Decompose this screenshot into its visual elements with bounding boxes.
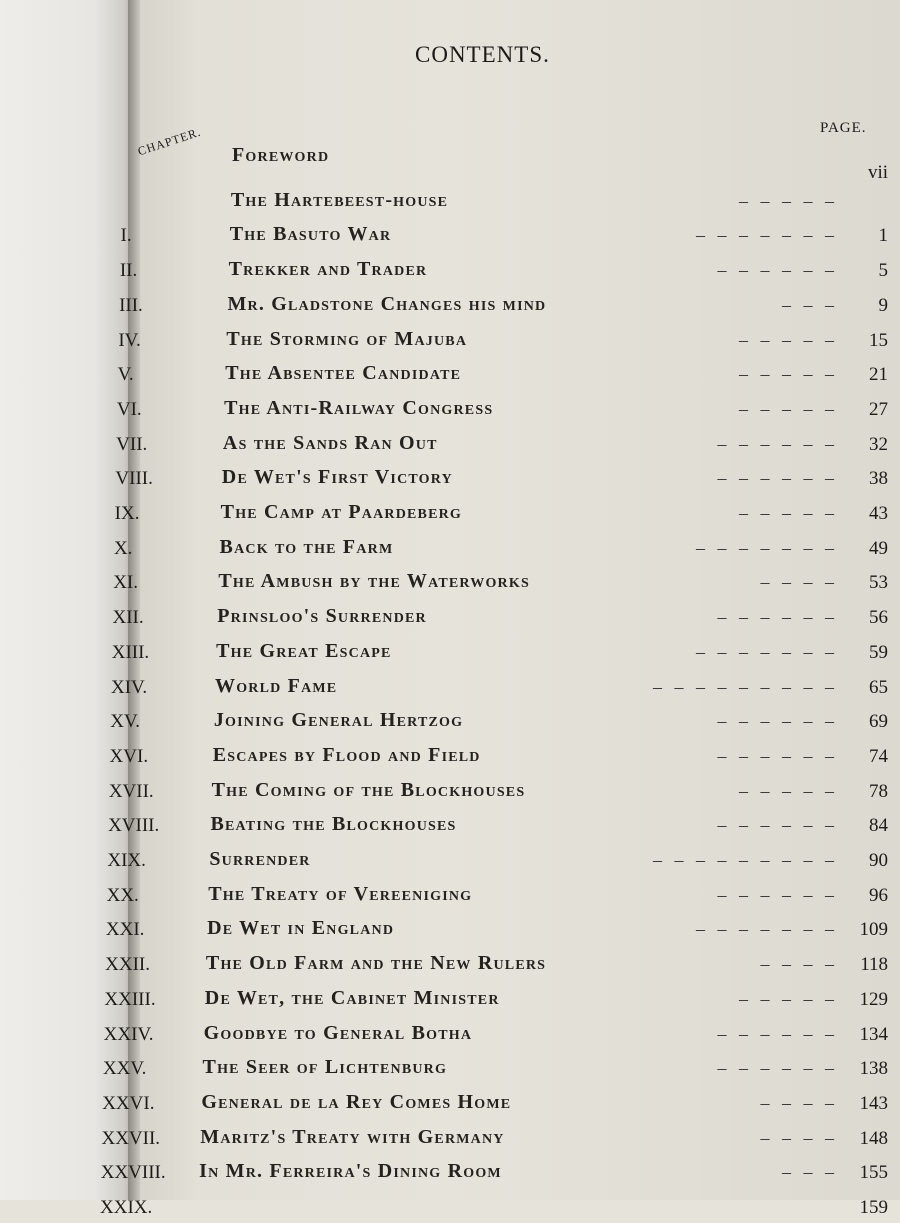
page-number: 21 bbox=[869, 364, 888, 386]
leader-dashes: – – – – – – bbox=[717, 260, 838, 281]
toc-row bbox=[115, 464, 900, 494]
page-number: 38 bbox=[869, 468, 888, 490]
chapter-number: XXIV. bbox=[103, 1023, 154, 1045]
leader-dashes: – – – – – – bbox=[717, 607, 838, 628]
page-number: 109 bbox=[859, 919, 888, 941]
page-number: 59 bbox=[869, 641, 888, 663]
toc-row bbox=[102, 1054, 900, 1084]
leader-dashes: – – – – – – bbox=[717, 1058, 838, 1079]
chapter-number: XV. bbox=[110, 711, 141, 733]
chapter-column-header: CHAPTER. bbox=[136, 124, 203, 159]
chapter-number: XIX. bbox=[107, 850, 146, 871]
toc-row bbox=[140, 144, 900, 183]
chapter-title: Maritz's Treaty with Germany bbox=[200, 1125, 505, 1148]
chapter-title: The Coming of the Blockhouses bbox=[211, 778, 526, 801]
leader-dashes: – – – – – – bbox=[717, 745, 838, 766]
page-number: 5 bbox=[878, 260, 888, 282]
chapter-number: XXVII. bbox=[101, 1127, 161, 1149]
leader-dashes: – – – – – bbox=[739, 780, 838, 801]
chapter-number: IV. bbox=[118, 329, 141, 351]
leader-dashes: – – – – bbox=[760, 1092, 838, 1113]
chapter-title: The Great Escape bbox=[216, 639, 392, 662]
leader-dashes: – – – – – bbox=[739, 364, 838, 385]
leader-dashes: – – – – – bbox=[739, 503, 838, 523]
page-number: 118 bbox=[860, 954, 888, 976]
page-number: 143 bbox=[859, 1092, 888, 1114]
toc-row bbox=[108, 777, 900, 807]
chapter-number: VIII. bbox=[115, 468, 153, 490]
leader-dashes: – – – – – – – – – bbox=[653, 850, 838, 870]
page-number: 134 bbox=[859, 1023, 888, 1045]
toc-row bbox=[100, 1193, 900, 1223]
chapter-number: XXVIII. bbox=[100, 1162, 166, 1184]
chapter-title: The Basuto War bbox=[229, 223, 392, 246]
chapter-title: The Storming of Majuba bbox=[226, 327, 468, 350]
toc-row bbox=[116, 395, 900, 425]
chapter-number: XXI. bbox=[105, 919, 145, 941]
chapter-title: Surrender bbox=[209, 848, 311, 870]
toc-row bbox=[110, 707, 900, 737]
facing-blank-page bbox=[0, 0, 138, 1200]
chapter-title: The Old Farm and the New Rulers bbox=[205, 952, 547, 975]
toc-row bbox=[105, 950, 900, 980]
chapter-title: World Fame bbox=[215, 674, 338, 697]
chapter-number: XXIX. bbox=[100, 1197, 153, 1218]
chapter-number: V. bbox=[117, 364, 134, 386]
page-number: vii bbox=[867, 162, 888, 183]
chapter-number: XVII. bbox=[108, 780, 154, 802]
page-number: 78 bbox=[869, 780, 888, 802]
leader-dashes: – – – – – – – – – bbox=[653, 676, 838, 697]
page-number: 27 bbox=[869, 398, 888, 420]
chapter-title: In Mr. Ferreira's Dining Room bbox=[199, 1160, 502, 1183]
toc-row bbox=[111, 673, 900, 703]
chapter-title: Foreword bbox=[232, 144, 330, 166]
page-number: 84 bbox=[869, 815, 888, 837]
chapter-number: XXIII. bbox=[104, 988, 156, 1010]
page-number: 74 bbox=[869, 745, 888, 767]
page-number: 32 bbox=[869, 433, 888, 455]
leader-dashes: – – – – bbox=[760, 954, 838, 975]
toc-row bbox=[114, 499, 900, 529]
toc-row bbox=[118, 326, 900, 356]
leader-dashes: – – – – – – bbox=[717, 1023, 838, 1044]
leader-dashes: – – – – – – – bbox=[696, 919, 838, 940]
chapter-title: Back to the Farm bbox=[219, 535, 394, 558]
chapter-number: XX. bbox=[106, 884, 139, 906]
toc-row bbox=[105, 915, 900, 945]
chapter-title: The Camp at Paardeberg bbox=[220, 501, 463, 523]
page-number: 65 bbox=[869, 676, 888, 698]
leader-dashes: – – – – – – bbox=[717, 433, 838, 454]
leader-dashes: – – – – – bbox=[739, 398, 838, 419]
toc-row bbox=[120, 221, 900, 251]
chapter-number: II. bbox=[119, 260, 138, 282]
toc-row bbox=[112, 603, 900, 633]
chapter-number: XVI. bbox=[109, 745, 149, 767]
chapter-title: Prinsloo's Surrender bbox=[217, 605, 427, 628]
toc-row bbox=[100, 1158, 900, 1188]
leader-dashes: – – – – – – bbox=[717, 711, 838, 732]
chapter-title: The Ambush by the Waterworks bbox=[218, 570, 530, 593]
chapter-title: The Seer of Lichtenburg bbox=[202, 1056, 448, 1079]
toc-row bbox=[106, 881, 900, 911]
chapter-number: XIII. bbox=[111, 641, 150, 663]
chapter-title: Goodbye to General Botha bbox=[203, 1021, 473, 1044]
chapter-title: As the Sands Ran Out bbox=[222, 431, 438, 454]
leader-dashes: – – – – – – bbox=[717, 468, 838, 489]
leader-dashes: – – – bbox=[782, 1162, 838, 1183]
page-number: 49 bbox=[869, 537, 888, 559]
leader-dashes: – – – – – bbox=[739, 988, 838, 1009]
toc-row bbox=[108, 811, 900, 841]
page-number: 138 bbox=[859, 1058, 888, 1080]
toc-row bbox=[119, 256, 900, 286]
chapter-number: XI. bbox=[113, 572, 139, 594]
toc-row bbox=[109, 742, 900, 772]
contents-page bbox=[100, 0, 900, 1218]
toc-row bbox=[119, 291, 900, 321]
chapter-number: X. bbox=[113, 537, 133, 559]
chapter-number: VI. bbox=[116, 398, 142, 420]
toc-row bbox=[104, 985, 900, 1015]
contents-heading: CONTENTS. bbox=[415, 42, 550, 67]
chapter-title: The Hartebeest-house bbox=[230, 188, 449, 211]
page-number: 148 bbox=[859, 1127, 888, 1149]
page-number: 69 bbox=[869, 711, 888, 733]
leader-dashes: – – – bbox=[782, 294, 838, 315]
chapter-number: XXV. bbox=[102, 1058, 147, 1080]
leader-dashes: – – – – – – bbox=[717, 884, 838, 905]
leader-dashes: – – – – – – bbox=[717, 815, 838, 836]
page-number: 1 bbox=[878, 225, 888, 247]
leader-dashes: – – – – bbox=[760, 1127, 838, 1148]
chapter-number: XIV. bbox=[111, 676, 148, 698]
leader-dashes: – – – – bbox=[760, 572, 838, 593]
page-number: 15 bbox=[869, 329, 888, 351]
chapter-number: IX. bbox=[114, 503, 140, 524]
chapter-number: I. bbox=[120, 225, 132, 247]
chapter-number: III. bbox=[119, 294, 143, 316]
page-number: 90 bbox=[869, 850, 888, 871]
leader-dashes: – – – – – – – bbox=[696, 225, 838, 246]
leader-dashes: – – – – – – – bbox=[696, 537, 838, 558]
toc-row bbox=[116, 430, 900, 460]
chapter-title: Mr. Gladstone Changes his mind bbox=[227, 292, 547, 315]
chapter-title: The Treaty of Vereeniging bbox=[208, 882, 473, 905]
chapter-number: XII. bbox=[112, 607, 144, 629]
chapter-number: XVIII. bbox=[108, 815, 160, 837]
chapter-number: XXII. bbox=[105, 954, 150, 976]
toc-row bbox=[103, 1020, 900, 1050]
page-number: 155 bbox=[859, 1162, 888, 1184]
toc-row bbox=[113, 534, 900, 564]
toc-row bbox=[102, 1089, 900, 1119]
page-number: 9 bbox=[878, 294, 888, 316]
toc-row bbox=[113, 568, 900, 598]
page-number: 96 bbox=[869, 884, 888, 906]
leader-dashes: – – – – – – – bbox=[696, 641, 838, 662]
chapter-number: VII. bbox=[116, 433, 148, 455]
chapter-title: Escapes by Flood and Field bbox=[212, 743, 481, 766]
chapter-title: Trekker and Trader bbox=[228, 258, 428, 281]
chapter-number: XXVI. bbox=[102, 1092, 155, 1114]
page-number: 43 bbox=[869, 503, 888, 524]
page-column-header: PAGE. bbox=[820, 120, 867, 136]
page-number: 56 bbox=[869, 607, 888, 629]
chapter-title: De Wet, the Cabinet Minister bbox=[204, 986, 500, 1009]
chapter-title: The Anti-Railway Congress bbox=[224, 396, 494, 419]
leader-dashes: – – – – – bbox=[739, 329, 838, 350]
toc-row bbox=[111, 638, 900, 668]
chapter-title: The Absentee Candidate bbox=[225, 362, 462, 385]
page-number: 159 bbox=[859, 1197, 888, 1218]
chapter-title: De Wet's First Victory bbox=[221, 466, 453, 489]
toc-row bbox=[107, 846, 900, 876]
page-number: 129 bbox=[859, 988, 888, 1010]
page-number: 53 bbox=[869, 572, 888, 594]
chapter-title: De Wet in England bbox=[207, 917, 395, 940]
toc-row bbox=[117, 360, 900, 390]
leader-dashes: – – – – – bbox=[739, 190, 838, 211]
chapter-title: General de la Rey Comes Home bbox=[201, 1090, 512, 1113]
chapter-title: Beating the Blockhouses bbox=[210, 813, 457, 836]
chapter-title: Joining General Hertzog bbox=[213, 709, 464, 732]
toc-row bbox=[101, 1124, 900, 1154]
toc-row bbox=[140, 187, 900, 217]
